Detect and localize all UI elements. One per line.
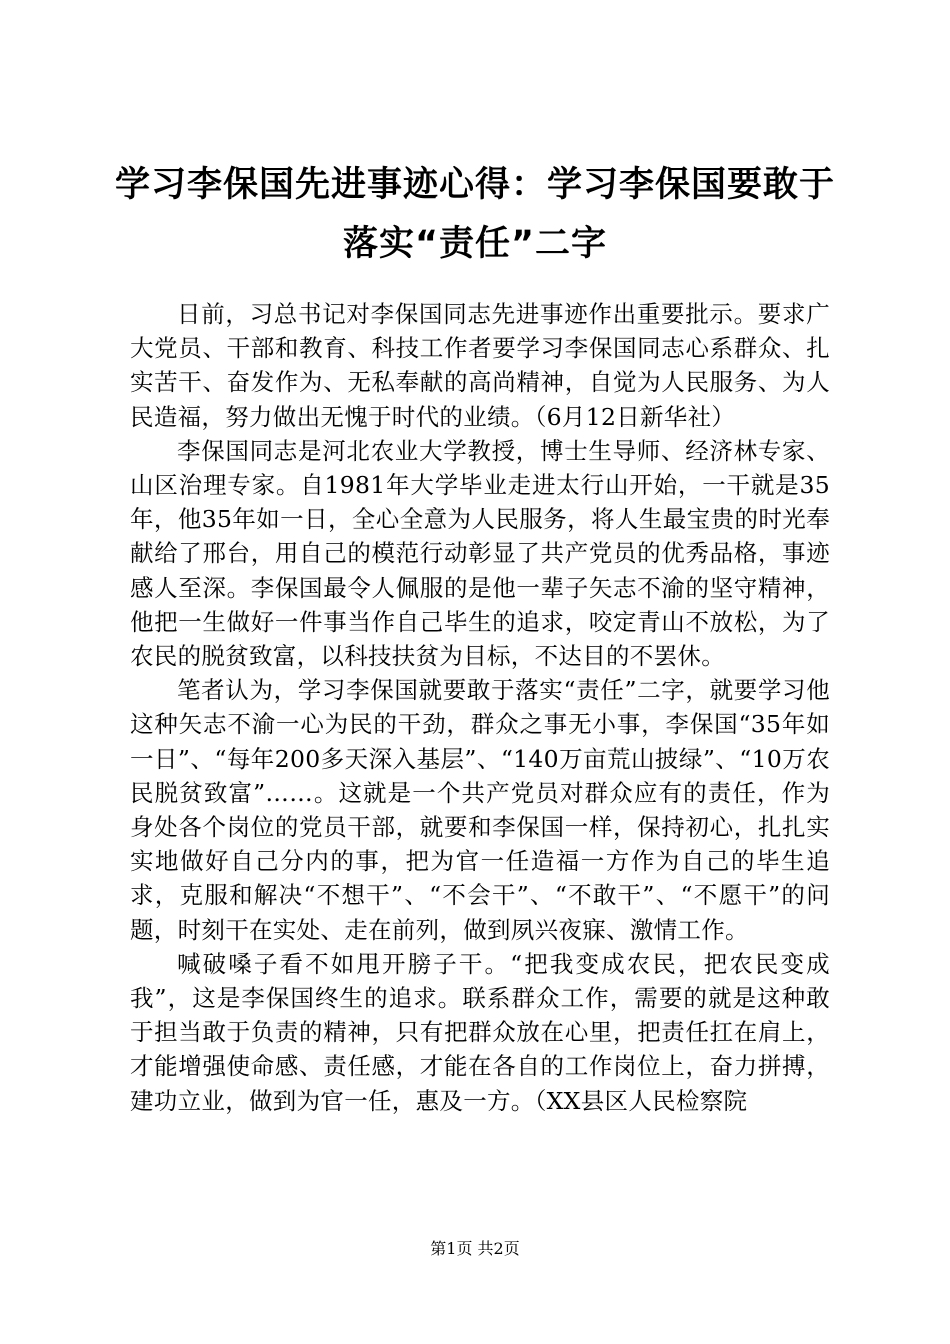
document-title-line-2: 落实“责任”二字 (342, 224, 607, 264)
document-body (130, 297, 830, 1118)
paragraph-2: 李保国同志是河北农业大学教授，博士生导师、经济林专家、山区治理专家。自1981年大学毕业走进太行山开始，一干就是35年，他35年如一日，全心全意为人民服务，将人生最宝贵的时光奉献给了邢台，用自己的模范行动彰显了共产党员的优秀品格，事迹感人至深。李保国最令人佩服的是他一辈子矢志不渝的坚守精神，他把一生做好一件事当作自己毕生的追求，咬定青山不放松，为了农民的脱贫致富，以科技扶贫为目标，不达目的不罢休。 (130, 436, 830, 671)
paragraph-3: 笔者认为，学习李保国就要敢于落实“责任”二字，就要学习他这种矢志不渝一心为民的干劲，群众之事无小事，李保国“35年如一日”、“每年200多天深入基层”、“140万亩荒山披绿”、“10万农民脱贫致富”……。这就是一个共产党员对群众应有的责任，作为身处各个岗位的党员干部，就要和李保国一样，保持初心，扎扎实实地做好自己分内的事，把为官一任造福一方作为自己的毕生追求，克服和解决“不想干”、“不会干”、“不敢干”、“不愿干”的问题，时刻干在实处、走在前列，做到夙兴夜寐、激情工作。 (130, 676, 830, 944)
page-footer: 第1页 共2页 (430, 1239, 520, 1258)
document-title-line-1: 学习李保国先进事迹心得：学习李保国要敢于 (114, 165, 835, 205)
paragraph-1: 日前，习总书记对李保国同志先进事迹作出重要批示。要求广大党员、干部和教育、科技工作者要学习李保国同志心系群众、扎实苦干、奋发作为、无私奉献的高尚精神，自觉为人民服务、为人民造福，努力做出无愧于时代的业绩。（6月12日新华社） (130, 300, 830, 431)
paragraph-4: 喊破嗓子看不如甩开膀子干。“把我变成农民，把农民变成我”，这是李保国终生的追求。联系群众工作，需要的就是这种敢于担当敢于负责的精神，只有把群众放在心里，把责任扛在肩上，才能增强使命感、责任感，才能在各自的工作岗位上，奋力拼搏，建功立业，做到为官一任，惠及一方。（XX县区人民检察院 (130, 949, 830, 1115)
